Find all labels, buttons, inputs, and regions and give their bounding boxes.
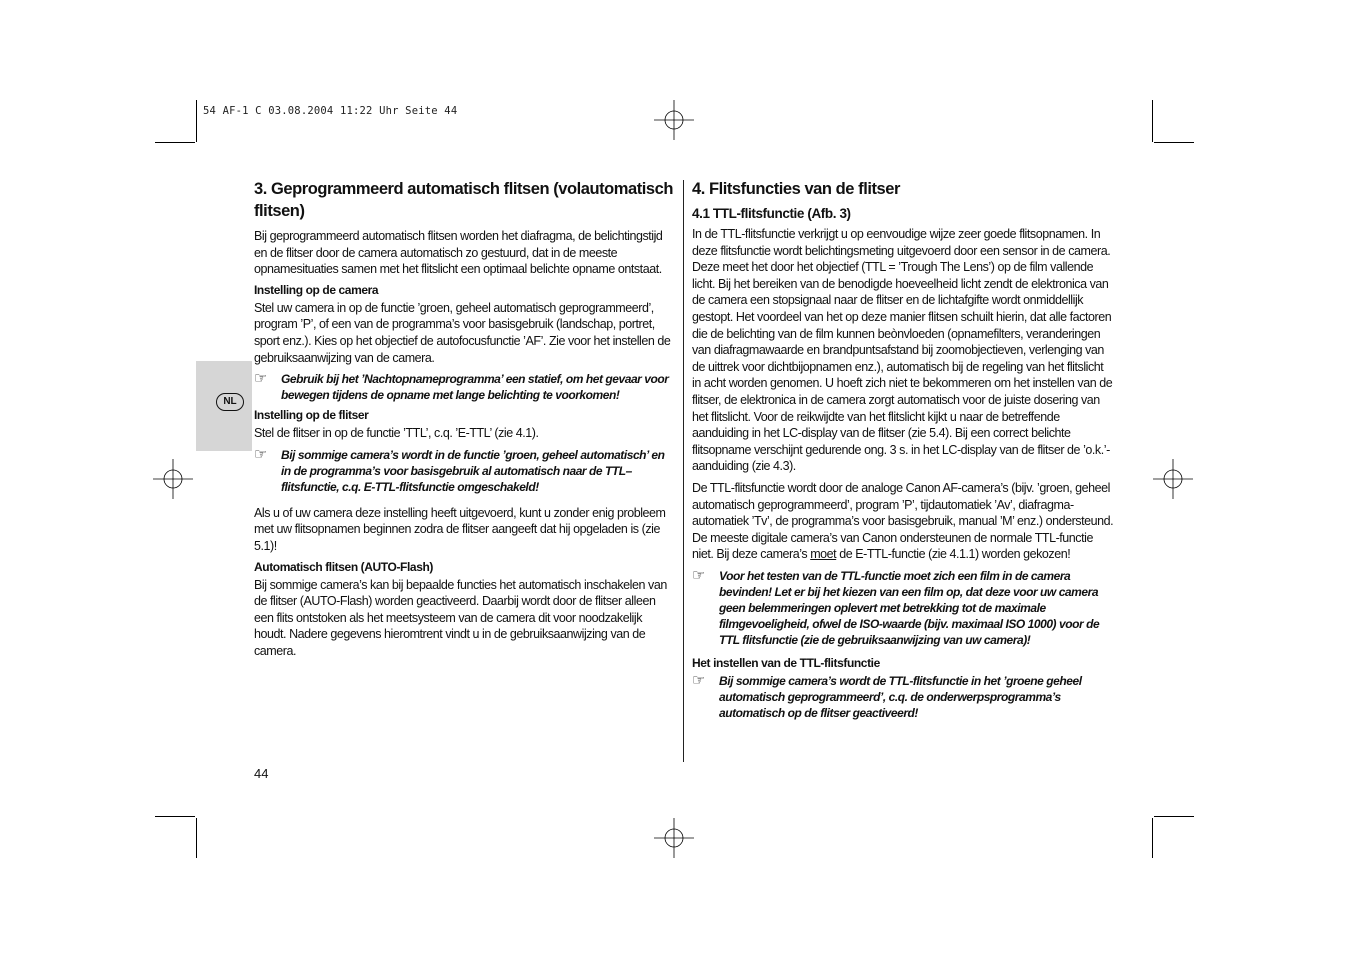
ttl-settings-heading: Het instellen van de TTL-flitsfunctie xyxy=(692,655,880,670)
left-column xyxy=(254,178,676,665)
page-number: 44 xyxy=(254,766,269,781)
note xyxy=(254,371,676,403)
note xyxy=(692,673,1114,721)
crop-mark xyxy=(1154,142,1194,143)
right-column xyxy=(692,178,1114,726)
pointing-hand-icon: ☞ xyxy=(692,566,706,584)
registration-mark-icon xyxy=(1153,459,1193,499)
ttl-note-2: Bij sommige camera’s wordt de TTL-flitsfunctie in het ’groene geheel automatisch geprogrammeerd’, c.q. de onderwerpsprogramma’s automatisch op de flitser geactiveerd! xyxy=(719,673,1082,720)
camera-heading: Instelling op de camera xyxy=(254,282,379,297)
column-divider xyxy=(683,180,684,762)
pointing-hand-icon: ☞ xyxy=(254,445,268,463)
language-badge: NL xyxy=(216,393,244,411)
ttl-paragraph-2-end: de E-TTL-functie (zie 4.1.1) worden gekozen! xyxy=(836,547,1071,562)
language-tab xyxy=(196,361,252,451)
flash-text-2: Als u of uw camera deze instelling heeft uitgevoerd, kunt u zonder enig probleem met uw flitsopnamen beginnen zodra de flitser aangeeft dat hij opgeladen is (zie 5.1)! xyxy=(254,505,666,553)
registration-mark-icon xyxy=(153,459,193,499)
section-4-1-title: 4.1 TTL-flitsfunctie (Afb. 3) xyxy=(692,206,851,221)
ttl-paragraph-2-start: De TTL-flitsfunctie wordt door de analoge Canon AF-camera’s (bijv. ’groen, geheel automatisch geprogrammeerd’, program ’P’, tijdautomatiek ’Av’, diafragma-automatiek ’Tv’, de programma’s voor basisgebruik, manual ’M’ enz.) ondersteund. De meeste digitale camera’s van Canon ondersteunen de normale TTL-functie niet. Bij deze camera’s xyxy=(692,480,1114,562)
crop-mark xyxy=(196,818,197,858)
crop-mark xyxy=(1152,100,1153,142)
registration-mark-icon xyxy=(654,818,694,858)
ttl-paragraph-2 xyxy=(692,480,1114,563)
crop-mark xyxy=(155,816,195,817)
flash-heading: Instelling op de flitser xyxy=(254,408,369,423)
ttl-note-1: Voor het testen van de TTL-functie moet zich een film in de camera bevinden! Let er bij het kiezen van een film op, dat deze voor uw camera geen belemmeringen oplevert met betrekking tot de maximale filmgevoeligheid, ofwel de ISO-waarde (bijv. maximaal ISO 1000) voor de TTL flitsfunctie (zie de gebruiksaanwijzing van uw camera)! xyxy=(719,568,1100,647)
crop-mark xyxy=(1152,818,1153,858)
auto-flash-heading: Automatisch flitsen (AUTO-Flash) xyxy=(254,559,433,574)
crop-mark xyxy=(1154,816,1194,817)
print-info: 54 AF-1 C 03.08.2004 11:22 Uhr Seite 44 xyxy=(203,105,458,117)
registration-mark-icon xyxy=(654,100,694,140)
auto-flash-text: Bij sommige camera’s kan bij bepaalde functies het automatisch inschakelen van de flitser (AUTO-Flash) worden geactiveerd. Daarbij wordt door de flitser alleen een flits ontstoken als het meetsysteem van de camera dit voor noodzakelijk houdt. Nadere gegevens hieromtrent vindt u in de gebruiksaanwijzing van de camera. xyxy=(254,577,667,658)
note xyxy=(254,447,676,495)
pointing-hand-icon: ☞ xyxy=(254,370,268,388)
section-3-title: 3. Geprogrammeerd automatisch flitsen (volautomatisch flitsen) xyxy=(254,180,674,220)
flash-text: Stel de flitser in op de functie ’TTL’, c.q. ’E-TTL’ (zie 4.1). xyxy=(254,426,539,441)
camera-note-text: Gebruik bij het ’Nachtopnameprogramma’ een statief, om het gevaar voor bewegen tijdens de opname met lange belichting te voorkomen! xyxy=(281,372,669,403)
crop-mark xyxy=(196,100,197,142)
camera-text: Stel uw camera in op de functie ’groen, geheel automatisch geprogrammeerd’, program ’P’, of een van de programma’s voor basisgebruik (landschap, portret, sport enz.). Kies op het objectief de autofocusfunctie ’AF’. Zie voor het instellen de gebruiksaanwijzing van de camera. xyxy=(254,300,671,365)
crop-mark xyxy=(155,142,195,143)
note xyxy=(692,568,1114,648)
ttl-paragraph-1: In de TTL-flitsfunctie verkrijgt u op eenvoudige wijze zeer goede flitsopnamen. In deze flitsfunctie wordt belichtingsmeting uitgevoerd door een sensor in de camera. Deze meet het door het objectief (TTL = ’Trough The Lens’) op de film vallende licht. Bij het bereiken van de benodigde hoeveelheid licht zendt de elektronica van de camera een stopsignaal naar de flitser en de lichtafgifte wordt onmiddellijk gestopt. Het voordeel van het op deze manier flitsen schuilt hierin, dat alle factoren die de belichting van de film kunnen beònvloeden (opnamefilters, veranderingen van diafragmawaarde en brandpuntsafstand bij zoomobjectieven, verlenging van de uittrek voor dichtbijopnamen enz.), automatisch bij de regeling van het flitslicht in acht worden genomen. U hoeft zich niet te bekommeren om het instellen van de flitser, de elektronica in de camera zorgt automatisch voor de juiste dosering van het flitslicht. Voor de reikwijdte van het flitslicht kijkt u naar de betreffende aanduiding in het LC-display van de flitser (zie 5.4). Bij een correct belichte flitsopname verschijnt gedurende ong. 3 s. in het LC-display van de flitser de ’o.k.’-aanduiding (zie 4.3). xyxy=(692,227,1113,474)
pointing-hand-icon: ☞ xyxy=(692,671,706,689)
section-4-title: 4. Flitsfuncties van de flitser xyxy=(692,180,900,198)
flash-note-text: Bij sommige camera’s wordt in de functie ’groen, geheel automatisch’ en in de programma’s voor basisgebruik al automatisch naar de TTL–flitsfunctie, c.q. E-TTL-flitsfunctie omgeschakeld! xyxy=(281,447,665,494)
emphasis-must: moet xyxy=(810,547,837,562)
section-3-intro: Bij geprogrammeerd automatisch flitsen worden het diafragma, de belichtingstijd en de flitser door de camera automatisch zo gestuurd, dat in de meeste opnamesituaties samen met het flitslicht een optimaal belichte opname ontstaat. xyxy=(254,229,663,277)
